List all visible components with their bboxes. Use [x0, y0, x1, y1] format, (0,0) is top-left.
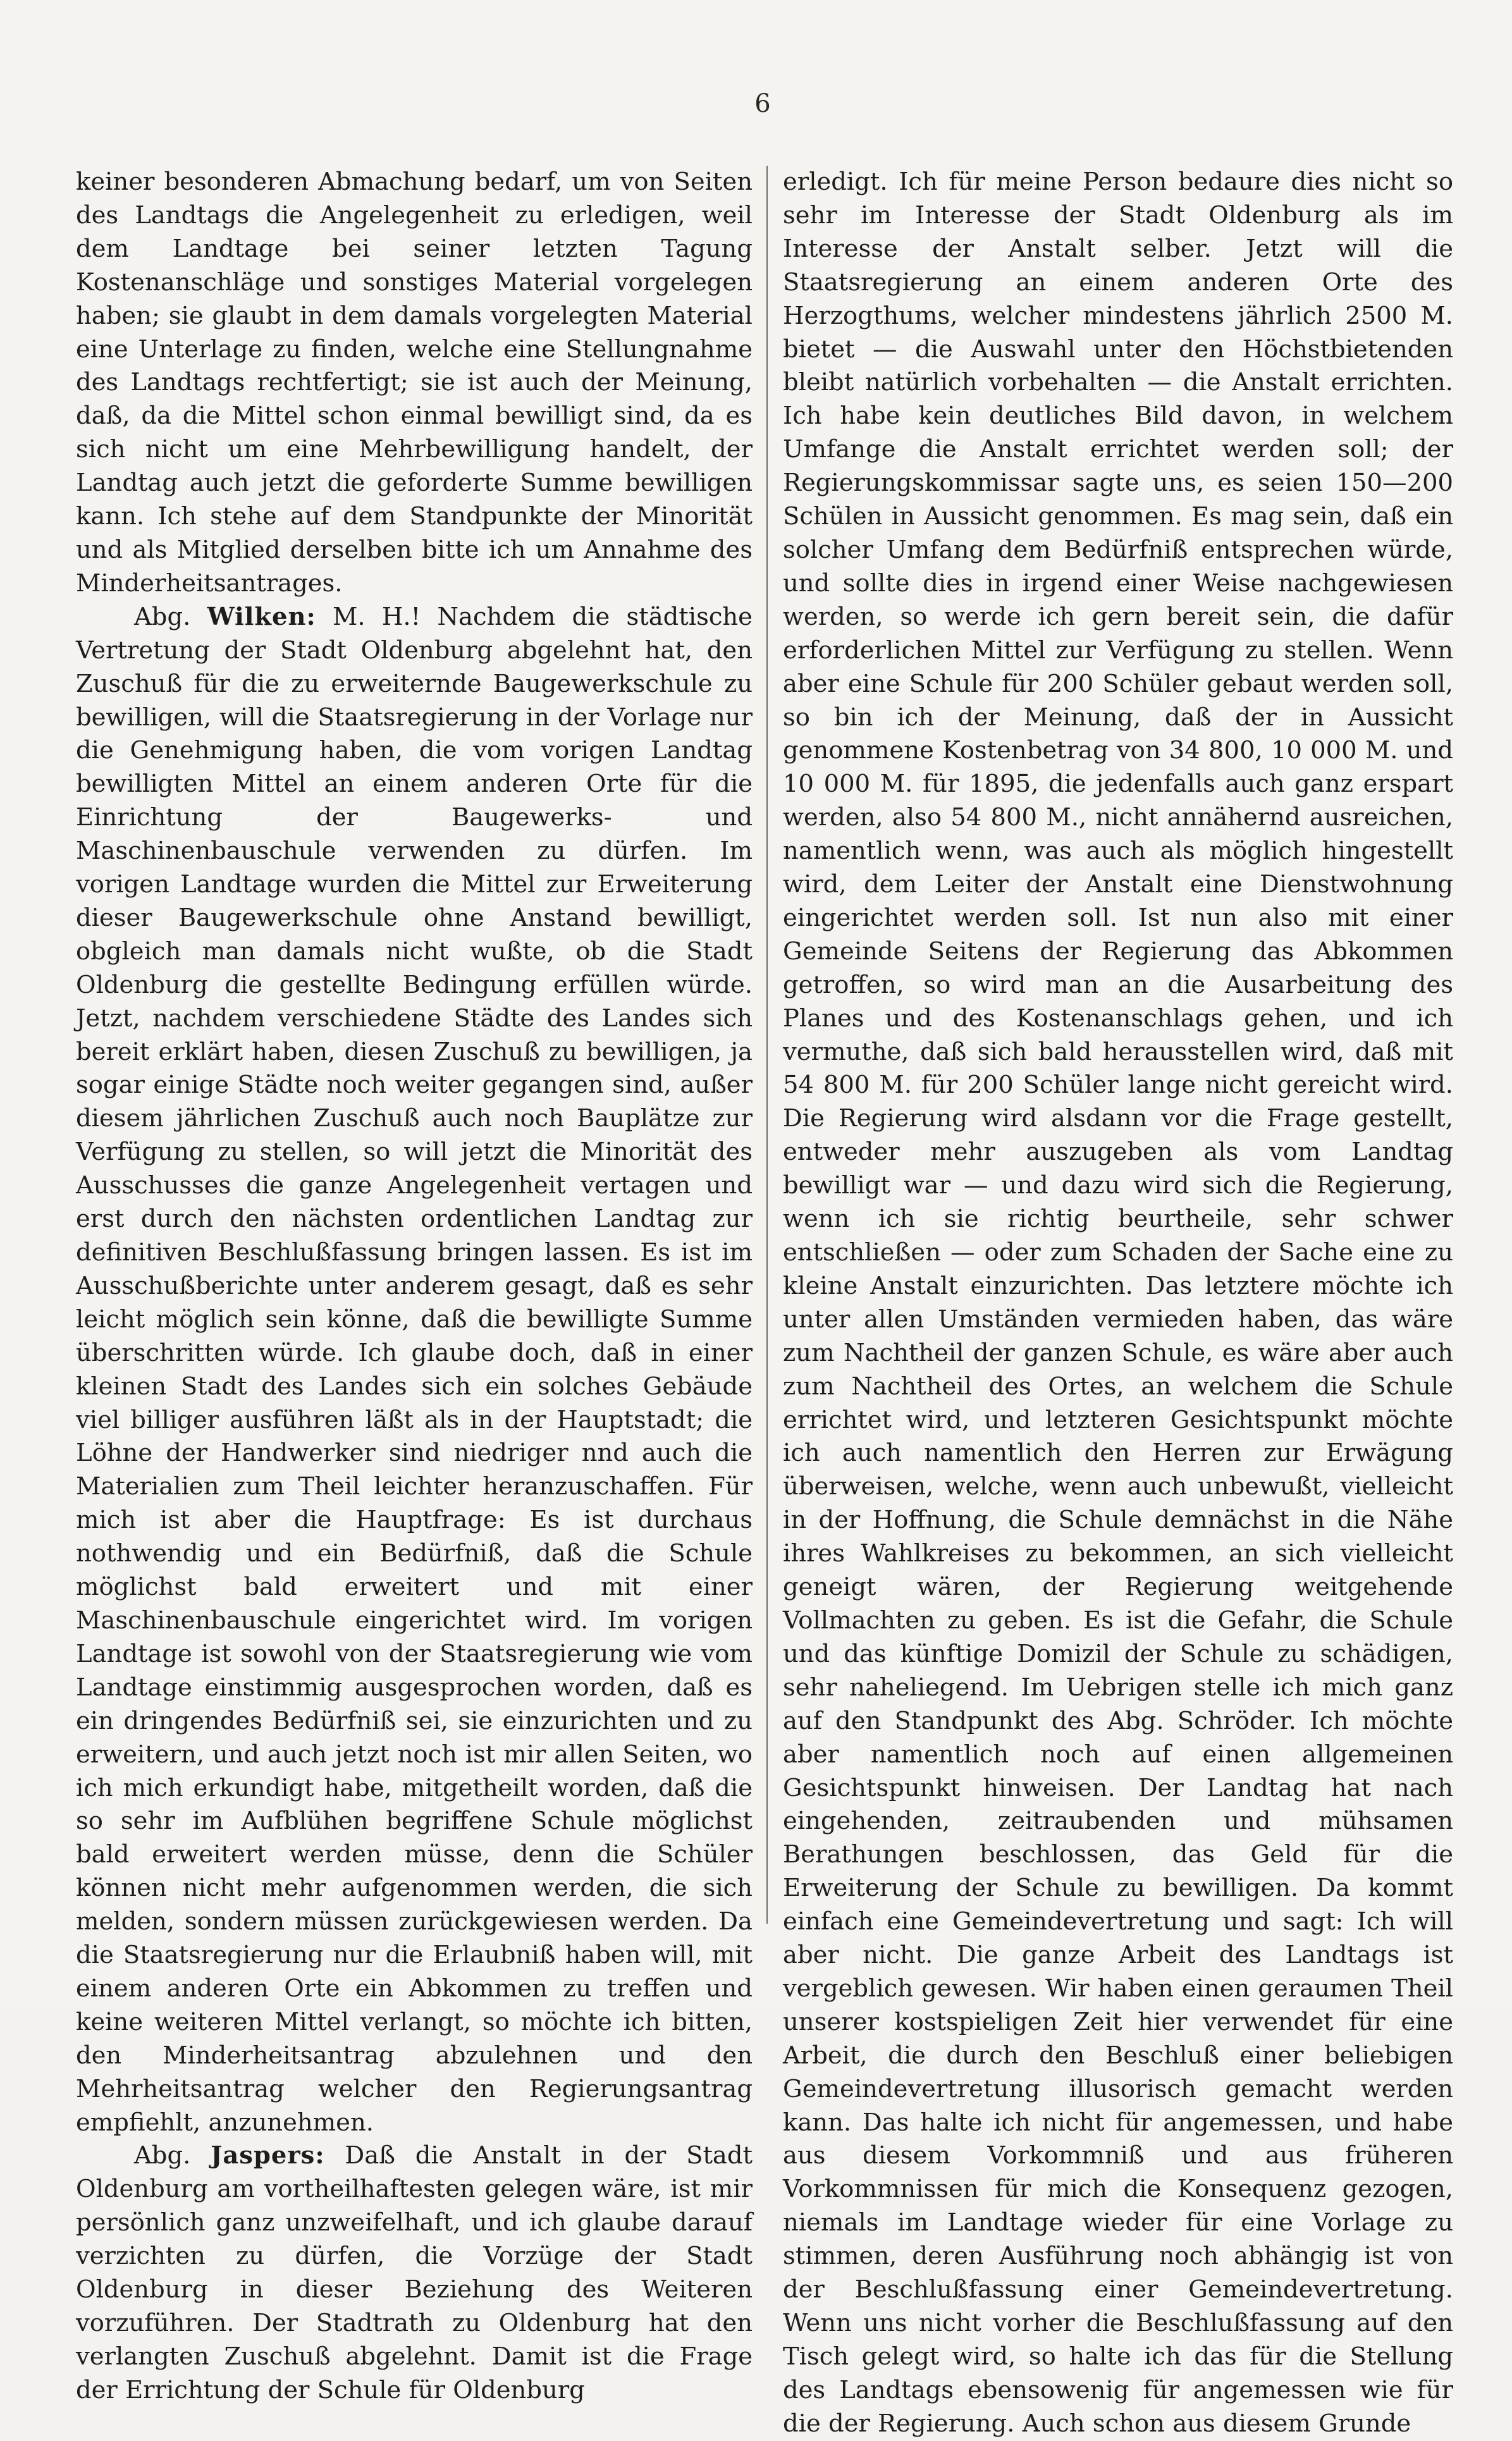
left-column [76, 166, 753, 2404]
speaker-name-jaspers: Jaspers: [211, 2141, 325, 2170]
column-divider [766, 166, 768, 1924]
paragraph-jaspers-continued: erledigt. Ich für meine Person bedaure dies nicht so sehr im Interesse der Stadt Oldenburg als im Interesse der Anstalt selber. Jetzt will die Staatsregierung an einem anderen Orte des Herzogthums, welcher mindestens jährlich 2500 M. bietet — die Auswahl unter den Höchstbietenden bleibt natürlich vorbehalten — die Anstalt errichten. Ich habe kein deutliches Bild davon, in welchem Umfange die Anstalt errichtet werden soll; der Regierungskommissar sagte uns, es seien 150—200 Schülen in Aussicht genommen. Es mag sein, daß ein solcher Umfang dem Bedürfniß entsprechen würde, und sollte dies in irgend einer Weise nachgewiesen werden, so werde ich gern bereit sein, die dafür erforderlichen Mittel zur Verfügung zu stellen. Wenn aber eine Schule für 200 Schüler gebaut werden soll, so bin ich der Meinung, daß der in Aussicht genommene Kostenbetrag von 34 800, 10 000 M. und 10 000 M. für 1895, die jedenfalls auch ganz erspart werden, also 54 800 M., nicht annähernd ausreichen, namentlich wenn, was auch als möglich hingestellt wird, dem Leiter der Anstalt eine Dienstwohnung eingerichtet werden soll. Ist nun also mit einer Gemeinde Seitens der Regierung das Abkommen getroffen, so wird man an die Ausarbeitung des Planes und des Kostenanschlags gehen, und ich vermuthe, daß sich bald herausstellen wird, daß mit 54 800 M. für 200 Schüler lange nicht gereicht wird. Die Regierung wird alsdann vor die Frage gestellt, entweder mehr auszugeben als vom Landtag bewilligt war — und dazu wird sich die Regierung, wenn ich sie richtig beurtheile, sehr schwer entschließen — oder zum Schaden der Sache eine zu kleine Anstalt einzurichten. Das letztere möchte ich unter allen Umständen vermieden haben, das wäre zum Nachtheil der ganzen Schule, es wäre aber auch zum Nachtheil des Ortes, an welchem die Schule errichtet wird, und letzteren Gesichtspunkt möchte ich auch namentlich den Herren zur Erwägung überweisen, welche, wenn auch unbewußt, vielleicht in der Hoffnung, die Schule demnächst in die Nähe ihres Wahlkreises zu bekommen, an sich vielleicht geneigt wären, der Regierung weitgehende Vollmachten zu geben. Es ist die Gefahr, die Schule und das künftige Domizil der Schule zu schädigen, sehr naheliegend. Im Uebrigen stelle ich mich ganz auf den Standpunkt des Abg. Schröder. Ich möchte aber namentlich noch auf einen allgemeinen Gesichtspunkt hinweisen. Der Landtag hat nach eingehenden, zeitraubenden und mühsamen Berathungen beschlossen, das Geld für die Erweiterung der Schule zu bewilligen. Da kommt einfach eine Gemeindevertretung und sagt: Ich will aber nicht. Die ganze Arbeit des Landtags ist vergeblich gewesen. Wir haben einen geraumen Theil unserer kostspieligen Zeit hier verwendet für eine Arbeit, die durch den Beschluß einer beliebigen Gemeindevertretung illusorisch gemacht werden kann. Das halte ich nicht für angemessen, und habe aus diesem Vorkommniß und aus früheren Vorkommnissen für mich die Konsequenz gezogen, niemals im Landtage wieder für eine Vorlage zu stimmen, deren Ausführung noch abhängig ist von der Beschlußfassung einer Gemeindevertretung. Wenn uns nicht vorher die Beschlußfassung auf den Tisch gelegt wird, so halte ich das für die Stellung des Landtags ebensowenig für angemessen wie für die der Regierung. Auch schon aus diesem Grunde [783, 168, 1453, 2438]
abg-label: Abg. [134, 602, 191, 631]
speech-wilken [76, 601, 753, 2140]
speech-text-wilken: M. H.! Nachdem die städtische Vertretung der Stadt Oldenburg abgelehnt hat, den Zuschuß für die zu erweiternde Baugewerkschule zu bewilligen, will die Staatsregierung in der Vorlage nur die Genehmigung haben, die vom vorigen Landtag bewilligten Mittel an einem anderen Orte für die Einrichtung der Baugewerks- und Maschinenbauschule verwenden zu dürfen. Im vorigen Landtage wurden die Mittel zur Erweiterung dieser Baugewerkschule ohne Anstand bewilligt, obgleich man damals nicht wußte, ob die Stadt Oldenburg die gestellte Bedingung erfüllen würde. Jetzt, nachdem verschiedene Städte des Landes sich bereit erklärt haben, diesen Zuschuß zu bewilligen, ja sogar einige Städte noch weiter gegangen sind, außer diesem jährlichen Zuschuß auch noch Bauplätze zur Verfügung zu stellen, so will jetzt die Minorität des Ausschusses die ganze Angelegenheit vertagen und erst durch den nächsten ordentlichen Landtag zur definitiven Beschlußfassung bringen lassen. Es ist im Ausschußberichte unter anderem gesagt, daß es sehr leicht möglich sein könne, daß die bewilligte Summe überschritten würde. Ich glaube doch, daß in einer kleinen Stadt des Landes sich ein solches Gebäude viel billiger ausführen läßt als in der Hauptstadt; die Löhne der Handwerker sind niedriger nnd auch die Materialien zum Theil leichter heranzuschaffen. Für mich ist aber die Hauptfrage: Es ist durchaus nothwendig und ein Bedürfniß, daß die Schule möglichst bald erweitert und mit einer Maschinenbauschule eingerichtet wird. Im vorigen Landtage ist sowohl von der Staatsregierung wie vom Landtage einstimmig ausgesprochen worden, daß es ein dringendes Bedürfniß sei, sie einzurichten und zu erweitern, und auch jetzt noch ist mir allen Seiten, wo ich mich erkundigt habe, mitgetheilt worden, daß die so sehr im Aufblühen begriffene Schule möglichst bald erweitert werden müsse, denn die Schüler können nicht mehr aufgenommen werden, die sich melden, sondern müssen zurückgewiesen werden. Da die Staatsregierung nur die Erlaubniß haben will, mit einem anderen Orte ein Abkommen zu treffen und keine weiteren Mittel verlangt, so möchte ich bitten, den Minderheitsantrag abzulehnen und den Mehrheitsantrag welcher den Regierungsantrag empfiehlt, anzunehmen. [76, 602, 753, 2137]
paragraph-minority-statement: keiner besonderen Abmachung bedarf, um von Seiten des Landtags die Angelegenheit zu erledigen, weil dem Landtage bei seiner letzten Tagung Kostenanschläge und sonstiges Material vorgelegen haben; sie glaubt in dem damals vorgelegten Material eine Unterlage zu finden, welche eine Stellungnahme des Landtags rechtfertigt; sie ist auch der Meinung, daß, da die Mittel schon einmal bewilligt sind, da es sich nicht um eine Mehrbewilligung handelt, der Landtag auch jetzt die geforderte Summe bewilligen kann. Ich stehe auf dem Standpunkte der Minorität und als Mitglied derselben bitte ich um Annahme des Minderheitsantrages. [76, 168, 753, 598]
abg-label: Abg. [134, 2141, 191, 2170]
speech-jaspers [76, 2139, 753, 2407]
speaker-name-wilken: Wilken: [207, 602, 316, 631]
page-number: 6 [754, 89, 771, 118]
speech-text-jaspers: Daß die Anstalt in der Stadt Oldenburg am vortheilhaftesten gelegen wäre, ist mir persönlich ganz unzweifelhaft, und ich glaube darauf verzichten zu dürfen, die Vorzüge der Stadt Oldenburg in dieser Beziehung des Weiteren vorzuführen. Der Stadtrath zu Oldenburg hat den verlangten Zuschuß abgelehnt. Damit ist die Frage der Errichtung der Schule für Oldenburg [76, 2141, 753, 2404]
right-column [783, 166, 1453, 2438]
